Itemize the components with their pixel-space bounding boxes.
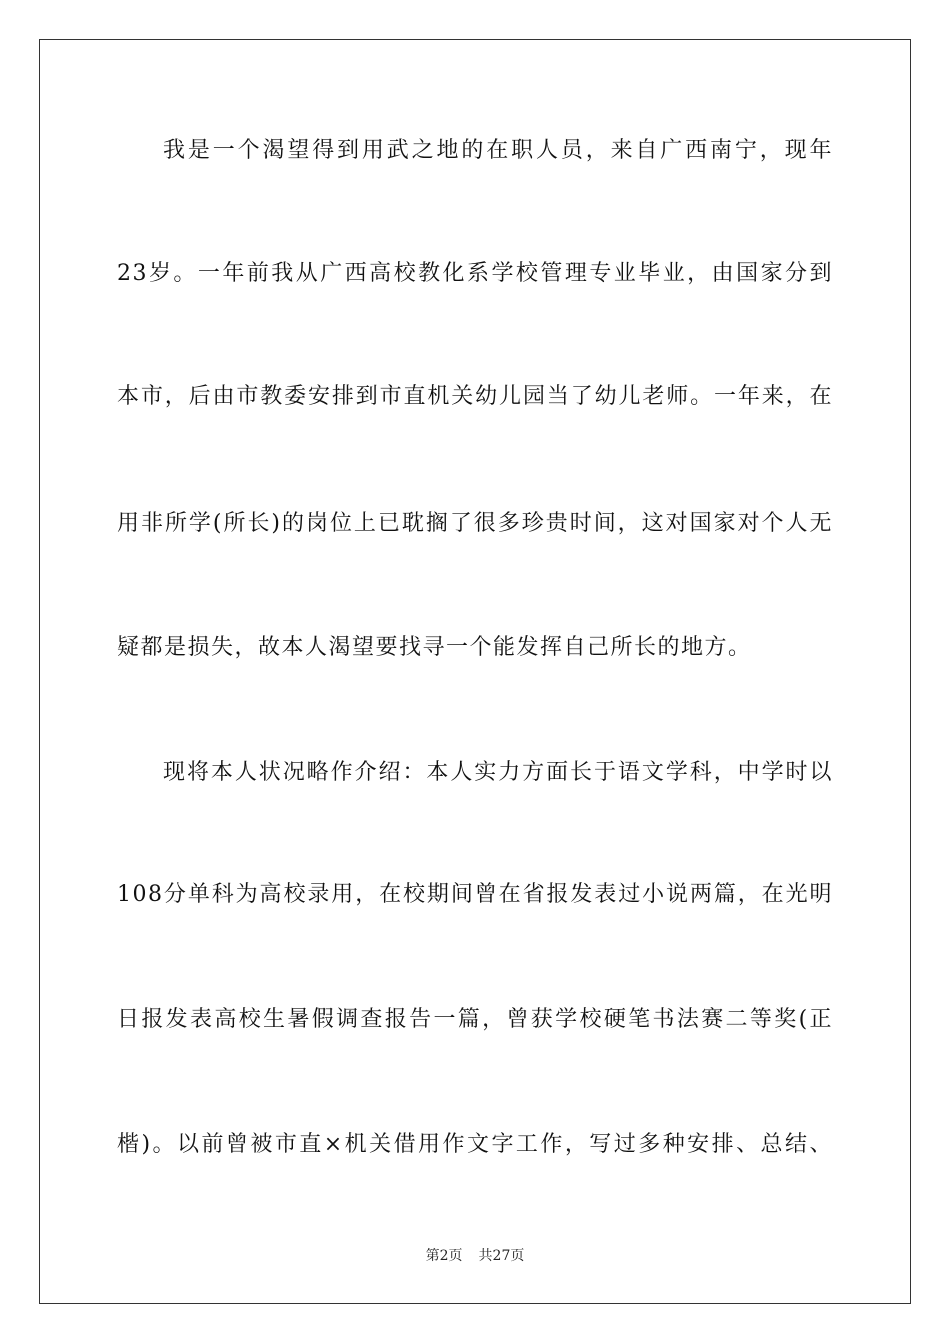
page-border (39, 39, 911, 1304)
paragraph-2-line-3: 日报发表高校生暑假调查报告一篇，曾获学校硬笔书法赛二等奖(正 (117, 1007, 833, 1032)
paragraph-2-line-2: 108分单科为高校录用，在校期间曾在省报发表过小说两篇，在光明 (117, 882, 833, 907)
paragraph-1-line-2: 23岁。一年前我从广西高校教化系学校管理专业毕业，由国家分到 (117, 261, 833, 286)
paragraph-2-line-1: 现将本人状况略作介绍：本人实力方面长于语文学科，中学时以 (163, 760, 833, 785)
page-footer (0, 1246, 950, 1266)
paragraph-1-line-5: 疑都是损失，故本人渴望要找寻一个能发挥自己所长的地方。 (117, 635, 752, 660)
total-pages: 共27页 (478, 1248, 525, 1264)
paragraph-1-line-3: 本市，后由市教委安排到市直机关幼儿园当了幼儿老师。一年来，在 (117, 384, 833, 409)
paragraph-1-line-4: 用非所学(所长)的岗位上已耽搁了很多珍贵时间，这对国家对个人无 (117, 511, 833, 536)
paragraph-1-line-1: 我是一个渴望得到用武之地的在职人员，来自广西南宁，现年 (163, 138, 833, 163)
paragraph-2-line-4: 楷)。以前曾被市直×机关借用作文字工作，写过多种安排、总结、 (117, 1132, 833, 1157)
page-number: 第2页 (425, 1248, 463, 1264)
